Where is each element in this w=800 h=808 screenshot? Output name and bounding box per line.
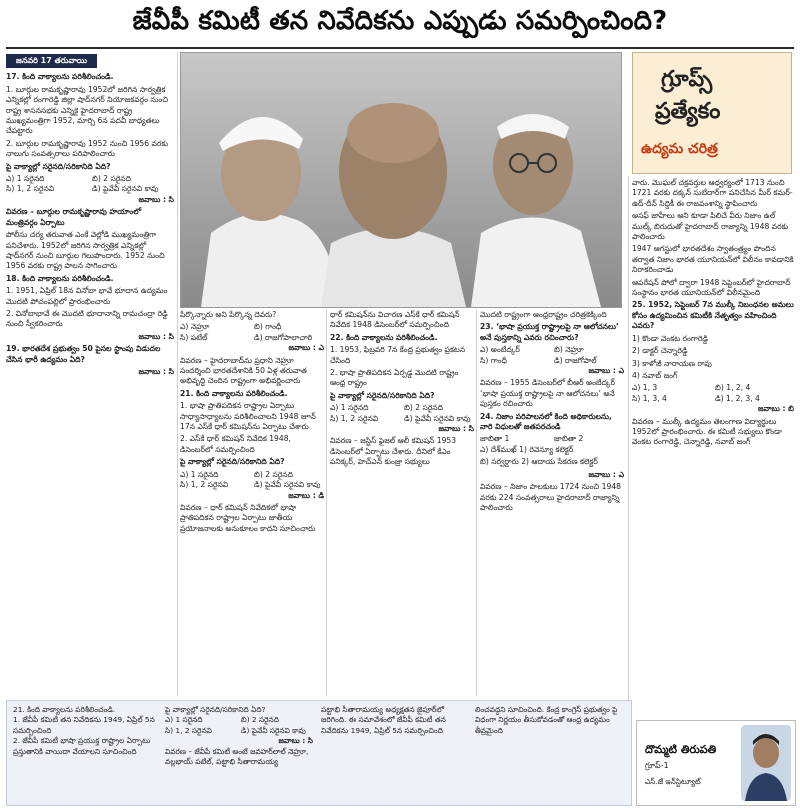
col5-line: ఆపరేషన్ పోలో ద్వారా 1948 సెప్టెంబర్‌లో హైదరాబాద్ సంస్థానం భారత యూనియన్‌లో విలీనమైంది xyxy=(632,277,791,298)
col2-question: 21. కింది వాక్యాలను పరిశీలించండి. xyxy=(180,388,288,398)
col2-answer-1: జవాబు : ఎ xyxy=(288,343,324,353)
option: డి) రాజగోపాల్ xyxy=(554,355,597,365)
col2-explanation-2: వివరణ – ధార్ కమిషన్ నివేదికలో భాషా ప్రాతిపదికన రాష్ట్రాల ఏర్పాటు జాతీయ ప్రయోజనాలకు అనుకూలం కాదని సూచించారు xyxy=(180,502,316,533)
list-2-header: జాబితా 2 xyxy=(554,434,584,444)
option: ఎ) నెహ్రూ xyxy=(180,322,210,332)
headline-title: జేవీపీ కమిటీ తన నివేదికను ఎప్పుడు సమర్పించింది? xyxy=(132,6,668,36)
col3-options xyxy=(330,403,474,424)
bottom-text: లించవద్దని సూచించింది. కేంద్ర కాంగ్రెస్ ప్రభుత్వం పై విధంగా నిర్ణయం తీసుకోవడంతో ఆంధ్ర ఉద్యమం తీవ్రమైంది xyxy=(475,705,618,735)
option: డి) పైవేవీ సరైనవి కావు xyxy=(254,480,321,490)
bottom-answer: జవాబు : సి xyxy=(278,736,313,746)
col4-line: మొదటి రాష్ట్రంగా ఆంధ్రరాష్ట్రం చరిత్రకెక్కింది xyxy=(480,310,607,319)
col4-explanation-24: వివరణ – నిజాం పాలకులు 1724 నుంచి 1948 వరకు 224 సంవత్సరాలు హైదరాబాద్ రాజ్యాన్ని పాలించారు xyxy=(480,482,621,512)
question-18: 18. కింది వాక్యాలను పరిశీలించండి. xyxy=(6,273,114,283)
col5-line: 1947 ఆగస్టులో భారతదేశం స్వాతంత్ర్యం పొందిన తర్వాత నిజాం భారత యూనియన్‌లో విలీనం కావడానికి నిరాకరించాడు xyxy=(632,244,794,275)
author-card xyxy=(636,720,796,806)
bottom-explanation: వివరణ – జేవీపీ కమిటీ అంటే జవహర్‌లాల్ నెహ్రూ, వల్లభాయ్ పటేల్, పట్టాభి సీతారామయ్య xyxy=(165,746,309,767)
col3-question: 22. కింది వాక్యాలను పరిశీలించండి. xyxy=(330,332,438,342)
col5-option: 4) నవాబ్ జంగ్ xyxy=(632,370,678,380)
option: డి) పైవేవీ సరైనవి కావు xyxy=(92,184,159,194)
question-17: 17. కింది వాక్యాలను పరిశీలించండి. xyxy=(6,72,114,82)
author-role: గ్రూప్-1 xyxy=(645,761,669,770)
col5-question-25: 25. 1952, సెప్టెంబర్ 7న ముల్కీ నిబంధనల అమలు కోసం ఉద్యమించిన కమిటీకి నేతృత్వం వహించింది ఎవరు? xyxy=(632,300,794,331)
option: బి) 1, 2, 4 xyxy=(715,383,751,393)
bottom-col-4 xyxy=(475,705,625,736)
author-org: ఎస్‌.జే ఇన్‌స్టిట్యూట్ xyxy=(645,777,701,786)
option: బి) 2 సరైనది xyxy=(254,469,294,479)
option: సి) 1, 3, 4 xyxy=(632,393,667,403)
bottom-prompt: పై వాక్యాల్లో సరైనది/సరికానిది ఏది? xyxy=(165,705,266,714)
box-line-1: గ్రూప్స్ xyxy=(661,67,713,92)
box-line-3: ఉద్యమ చరిత్ర xyxy=(641,141,718,157)
question-19-answer: జవాబు : సి xyxy=(138,366,174,376)
col5-option: 3) కాళోజీ నారాయణ రావు xyxy=(632,358,712,368)
option: డి) పైవేవీ సరైనవి కావు xyxy=(241,725,306,735)
option: బి) 2 సరైనది xyxy=(404,403,444,413)
column-3 xyxy=(330,310,474,696)
list-1-header: జాబితా 1 xyxy=(480,434,510,444)
col4-answer: జవాబు : ఎ xyxy=(588,366,624,376)
col2-answer-2: జవాబు : డి xyxy=(288,490,324,500)
headline-banner xyxy=(0,0,800,48)
column-divider xyxy=(326,310,327,696)
option: ఎ) 1, 3 xyxy=(632,383,658,393)
col4-answer-24: జవాబు : ఎ xyxy=(588,469,624,479)
bottom-question: 21. కింది వాక్యాలను పరిశీలించండి. xyxy=(13,705,116,714)
col3-statement-2: 2. భాషా ప్రాతిపదికన ఏర్పడ్డ మొదటి రాష్ట్రం ఆంధ్ర రాష్ట్రం xyxy=(330,368,459,388)
col3-prompt: పై వాక్యాల్లో సరైనది/సరికానిది ఏది? xyxy=(330,390,435,400)
bottom-col-3 xyxy=(321,705,467,736)
question-18-statement-2: 2. వినోబాభావే ఈ మొదటి భూదానాన్ని రామచంద్రా రెడ్డి నుంచి స్వీకరించారు xyxy=(6,308,168,329)
col3-explanation: వివరణ – జస్టిస్ ఫైజల్ ఆలీ కమిషన్ 1953 డిసెంబర్‌లో ఏర్పాటు చేశారు. దీనిలో కేఎం పనిక్కర్, హెచ్‌ఎన్ కుంజ్రు సభ్యులు xyxy=(330,436,457,467)
col5-line: అసఫ్ జాహీలు అని కూడా పిలిచే వీరు నిజాం ఉల్ ముల్క్ బిరుదుతో హైదరాబాద్ రాజ్యాన్ని 1948 వరకు పాలించారు xyxy=(632,211,789,242)
option: బి) నెహ్రూ xyxy=(554,345,584,355)
column-5 xyxy=(632,178,794,716)
option: ఎ) 1 సరైనది xyxy=(180,469,219,479)
question-17-explanation: పోలీసు చర్య తరువాత ఎంకే వెల్లోడి ముఖ్యమంత్రిగా పనిచేశారు. 1952లో జరిగిన సార్వత్రిక ఎన్నికల్లో షాద్‌నగర్ నుంచి బూర్గుల గెలుపొందారు. 1952 నుంచి 1956 వరకు రాష్ట్ర పాలన సాగించారు xyxy=(6,230,165,271)
option: ఎ) 1 సరైనది xyxy=(330,403,369,413)
col4-options xyxy=(480,345,624,366)
question-17-answer: జవాబు : సి xyxy=(138,194,174,204)
bottom-col-2 xyxy=(165,705,313,767)
author-avatar-icon xyxy=(741,725,791,801)
option: డి) రాజగోపాలాచారి xyxy=(254,332,313,342)
question-17-explanation-heading: వివరణ – బూర్గుల రామకృష్ణారావు హయాంలో మంత్రివర్గం ఏర్పాటు xyxy=(6,207,142,227)
col5-explanation: వివరణ – ముల్కీ ఉద్యమం తెలంగాణ విద్యార్థులు 1952లో ప్రారంభించారు. ఈ కమిటీ సభ్యులు కొండా వెంకట రంగారెడ్డి, చెన్నారెడ్డి, నవాబ్ జంగ్ xyxy=(632,416,782,447)
col2-statement-1: 1. భాషా ప్రాతిపదికన రాష్ట్రాల ఏర్పాటు సాధ్యాసాధ్యాలను పరిశీలించాలని 1948 జూన్ 17న ఎస్‌కే ధార్ కమిషన్‌ను ఏర్పాటు చేశారు xyxy=(180,401,316,432)
column-divider xyxy=(177,52,178,696)
question-17-options xyxy=(6,174,174,195)
option: సి) 1, 2 సరైనవి xyxy=(330,413,379,423)
col3-answer: జవాబు : సి xyxy=(438,424,474,434)
col2-line: పేర్కొన్నారు అని పేర్కొన్న దెవరు? xyxy=(180,310,277,319)
question-18-answer: జవాబు : సి xyxy=(138,331,174,341)
box-line-2: ప్రత్యేకం xyxy=(655,99,721,124)
col4-match-row: ఎ) దేశ్‌ముఖ్ 1) రెవెన్యూ కలెక్టర్ xyxy=(480,444,574,454)
bottom-options xyxy=(165,715,313,736)
option: సి) గాంధీ xyxy=(480,355,507,365)
author-name: దొమ్మటి తిరుపతి xyxy=(645,743,717,756)
leaders-photo xyxy=(180,52,622,308)
col2-statement-2: 2. ఎస్‌కే ధార్ కమిషన్ నివేదిక 1948, డిసెంబర్‌లో సమర్పించింది xyxy=(180,434,291,454)
col4-match-row: బి) సర్వర్దారు 2) ఆదాయ సేకరణ కలెక్టర్ xyxy=(480,457,598,467)
col2-explanation-1: వివరణ – హైదరాబాద్‌ను ప్రధాని నెహ్రూ సందర్శించి భారతదేశానికి 50 ఏళ్ల తరువాత అభివృద్ధి చెందిన రాష్ట్రంగా అభివర్ణించారు xyxy=(180,355,307,386)
col2-options-1 xyxy=(180,322,324,343)
col4-match-headers xyxy=(480,434,624,444)
option: బి) 2 సరైనది xyxy=(92,174,132,184)
option: బి) గాంధీ xyxy=(254,322,282,332)
col5-answer: జవాబు : బి xyxy=(757,404,794,414)
column-4 xyxy=(480,310,624,696)
col4-question-24: 24. నిజాం పరిపాలనలో కింది అధికారులను, వారి విధులతో జతపరచండి xyxy=(480,411,612,432)
col5-option: 2) డాక్టర్ చెన్నారెడ్డి xyxy=(632,346,688,356)
question-18-statement-1: 1. 1951, ఏప్రిల్ 18న వినోబా భావే భూదాన ఉద్యమం మొదటి పోచంపల్లిలో ప్రారంభించారు xyxy=(6,286,168,306)
groups-special-box xyxy=(632,52,792,174)
bottom-text: పట్టాభి సీతారామయ్య అధ్యక్షతన జైపూర్‌లో జరిగింది. ఈ సమావేశంలో జేవీపీ కమిటీ తన నివేదికను 1949, ఏప్రిల్ 5న సమర్పించింది xyxy=(321,705,446,735)
option: ఎ) 1 సరైనది xyxy=(6,174,45,184)
option: ఎ) అంబేద్కర్ xyxy=(480,345,520,355)
question-17-prompt: పై వాక్యాల్లో సరైనది/సరికానిది ఏది? xyxy=(6,161,111,171)
question-17-statement-2: 2. బూర్గుల రామకృష్ణారావు 1952 నుంచి 1956 వరకు నాలుగు సంవత్సరాలు పరిపాలించారు xyxy=(6,138,168,159)
option: ఎ) 1 సరైనది xyxy=(165,715,203,725)
bottom-statement-2: 2. జేవీపీ కమిటీ భాషా ప్రయుక్త రాష్ట్రాల ఏర్పాటు ప్రస్తుతానికి వాయిదా వేయాలని సూచించింది xyxy=(13,736,151,756)
option: సి) 1, 2 సరైనవి xyxy=(6,184,55,194)
option: సి) 1, 2 సరైనవి xyxy=(180,480,229,490)
leaders-photo-art xyxy=(181,53,621,307)
bottom-statement-1: 1. జేవీపీ కమిటీ తన నివేదికను 1949, ఏప్రిల్ 5న సమర్పించింది xyxy=(13,715,155,735)
option: డి) 1, 2, 3, 4 xyxy=(715,393,760,403)
col3-statement-1: 1. 1953, ఫిబ్రవరి 7న కేంద్ర ప్రభుత్వం ప్రకటన చేసింది xyxy=(330,345,466,365)
col5-line: వారు. మొఘల్ చక్రవర్తుల ఆధ్వర్యంలో 1713 నుంచి 1721 వరకు దక్కన్ సుబేదార్‌గా పనిచేసిన మీర్ కమర్-ఉద్-దీన్ సిద్దికీ ఈ రాజవంశాన్ని స్థాపించారు xyxy=(632,178,793,208)
date-chip: జనవరి 17 తరువాయి xyxy=(6,54,97,68)
col4-question: 23. ‘భాషా ప్రయుక్త రాష్ట్రాలపై నా ఆలోచనలు’ అనే పుస్తకాన్ని ఎవరు రచించారు? xyxy=(480,322,619,342)
bottom-strip xyxy=(6,700,632,806)
col2-prompt: పై వాక్యాల్లో సరైనది/సరికానిది ఏది? xyxy=(180,457,285,467)
option: సి) 1, 2 సరైనవి xyxy=(165,725,212,735)
column-1 xyxy=(6,52,174,696)
column-divider xyxy=(628,176,629,716)
bottom-col-1 xyxy=(13,705,157,757)
question-19: 19. భారతదేశ ప్రభుత్వం 50 పైసల స్టాంపు విడుదల చేసిన భారీ ఉద్యమం ఏది? xyxy=(6,344,161,364)
col2-options-2 xyxy=(180,470,324,491)
option: సి) పటేల్ xyxy=(180,332,208,342)
col5-choices xyxy=(632,383,794,404)
question-17-statement-1: 1. బూర్గుల రామకృష్ణారావు 1952లో జరిగిన సార్వత్రిక ఎన్నికల్లో రంగారెడ్డి జిల్లా షాద్‌నగర్ నియోజకవర్గం నుంచి రాష్ట్ర శాసనసభకు ఎన్నికై హైదరాబాద్ రాష్ట్ర ముఖ్యమంత్రిగా 1952, మార్చి 6న పదవీ బాధ్యతలు చేపట్టారు xyxy=(6,84,169,136)
author-photo xyxy=(741,725,791,801)
option: డి) పైవేవీ సరైనవి కావు xyxy=(404,413,471,423)
col5-option: 1) కొండా వెంకట రంగారెడ్డి xyxy=(632,333,708,343)
col3-line: ధార్ కమిషన్‌ను విచారణ ఎస్‌కే ధార్ కమిషన్ నివేదిక 1948 డిసెంబర్‌లో సమర్పించింది xyxy=(330,310,460,330)
option: బి) 2 సరైనది xyxy=(241,715,279,725)
column-divider xyxy=(476,310,477,696)
col4-explanation: వివరణ – 1955 డిసెంబర్‌లో బీఆర్ అంబేద్కర్ ‘భాషా ప్రయుక్త రాష్ట్రాలపై నా ఆలోచనలు’ అనే పుస్తకం రచించారు xyxy=(480,378,616,409)
headline-rule xyxy=(6,47,794,49)
column-2 xyxy=(180,310,324,696)
